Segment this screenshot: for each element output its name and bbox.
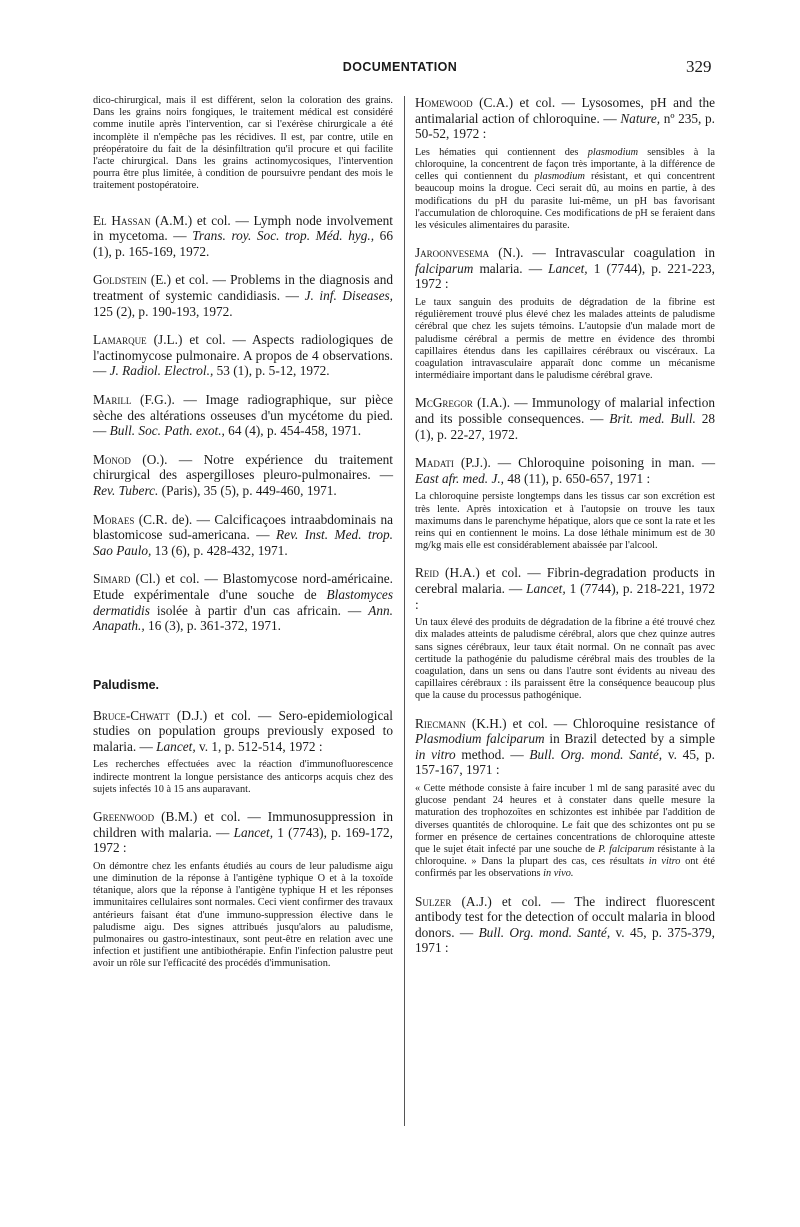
running-header: DOCUMENTATION [342, 60, 458, 74]
ref-title: (D.J.) et col. — Sero-epidemiological studies on population groups previously exposed to malaria. — [93, 707, 393, 754]
ref-author: Bruce-Chwatt [93, 707, 170, 723]
ref-title: (K.H.) et col. — Chloroquine resistance of [465, 715, 715, 731]
ref-journal: Lancet, [233, 824, 274, 840]
reference-lamarque [93, 332, 393, 379]
ref-author: Homewood [415, 95, 473, 110]
ref-title: (C.A.) et col. — Lysosomes, pH and the antimalarial action of chloroquine. — [415, 95, 715, 126]
summary-part: ont été confirmés par les observations [415, 856, 715, 880]
ref-journal: Bull. Org. mond. Santé, [478, 924, 611, 940]
ref-author: Reid [415, 565, 439, 581]
section-heading-paludisme: Paludisme. [93, 677, 159, 692]
right-column [415, 95, 715, 956]
reference-reid [415, 565, 715, 702]
left-column [93, 95, 393, 971]
ref-citation: 1 (7743), p. 169-172, 1972 : [93, 824, 393, 856]
ref-title: (Cl.) et col. — Blastomycose nord-américaine. Etude expérimentale d'une souche de [93, 571, 393, 602]
reference-sulzer [415, 894, 715, 956]
ref-journal: East afr. med. J., [415, 470, 505, 486]
ref-citation: 66 (1), p. 165-169, 1972. [93, 228, 393, 259]
reference-madati [415, 455, 715, 552]
ref-author: Simard [93, 571, 131, 587]
ref-journal: J. Radiol. Electrol., [109, 363, 214, 379]
ref-summary: On démontre chez les enfants étudiés au cours de leur paludisme aigu une diminution de la réponse à l'antigène typhique O et à la toxoïde tétanique, alors que la réponse à l'antigène typhique H et les réponses immunitaires cellulaires sont normales. Ceci vient confirmer des travaux antérieurs faisant état d'une immuno-suppression élective dans le paludisme aigu. Des signes attribués jusqu'alors au paludisme, pulmonaires ou gastro-intestinaux, sont peut-être en relation avec une infection et justifient une antibiothérapie. Enfin l'infection palustre peut avoir un rôle sur l'efficacité des procédés d'immunisation. [93, 860, 393, 970]
ref-summary: Le taux sanguin des produits de dégradation de la fibrine est régulièrement trouvé plus élevé chez les malades atteints de paludisme cérébral que chez les sujets témoins. L'autopsie d'un malade mort de paludisme cérébral a permis de mettre en évidence des thrombi capillaires étendus dans les capillaires cérébraux ou viscéraux. La coagulation intravasculaire apparaît donc comme un mécanisme intermédiaire important dans le paludisme cérébral grave. [415, 296, 715, 382]
ref-title: (H.A.) et col. — Fibrin-degradation products in cerebral malaria. — [415, 565, 715, 596]
ref-title: (E.) et col. — Problems in the diagnosis and treatment of systemic candidiasis. — [93, 272, 393, 303]
summary-italic: in vivo. [543, 868, 574, 880]
ref-author: Riecmann [415, 715, 466, 731]
column-divider [404, 96, 405, 1126]
summary-part: résistant, et qui concentrent beaucoup moins la drogue. Ceci serait dû, au moins en partie, à des modifications du pH du parasite lui-même, un pH bas favorisant l'accumulation de chloroquine. Ces modifications de pH se feraient dans les vésicules alimentaires du parasite. [415, 171, 715, 231]
ref-title: (C.R. de). — Calcificaçoes intraabdominais na blastomicose sud-americana. — [93, 511, 393, 543]
ref-citation: v. 45, p. 375-379, 1971 : [415, 924, 715, 956]
reference-goldstein [93, 272, 393, 319]
ref-author: Monod [93, 451, 131, 467]
summary-italic: in vitro [648, 856, 681, 868]
summary-italic: P. falciparum [598, 843, 655, 855]
ref-species: Plasmodium falciparum [415, 731, 545, 747]
ref-title: (N.). — Intravascular coagulation in [489, 245, 715, 261]
ref-summary: Les recherches effectuées avec la réaction d'immunofluorescence indirecte montrent la longue persistance des anticorps acquis chez des sujets infectés 10 à 15 ans auparavant. [93, 759, 393, 795]
ref-species: falciparum [415, 260, 474, 276]
reference-riecmann [415, 716, 715, 881]
ref-author: Jaroonvesema [415, 245, 490, 261]
ref-text [93, 809, 393, 856]
ref-citation: 1 (7744), p. 221-223, 1972 : [415, 260, 715, 292]
ref-citation: (Paris), 35 (5), p. 449-460, 1971. [158, 482, 337, 498]
ref-title-cont: isolée à partir d'un cas africain. — [149, 602, 369, 618]
ref-text [415, 455, 715, 486]
ref-citation: 1 (7744), p. 218-221, 1972 : [415, 580, 715, 612]
ref-summary: Un taux élevé des produits de dégradation de la fibrine a été trouvé chez dix malades atteints de paludisme cérébral, alors que chez quinze autres sans signes cérébraux, leur taux était normal. On ne connaît pas avec certitude la pathogénie du paludisme cérébral mais des troubles de la coagulation, dans un sens ou dans l'autre sont évidents au niveau des capillaires cérébraux : ils paraissent être la conséquence beaucoup plus que la cause du processus pathogénique. [415, 617, 715, 702]
ref-author: Marill [93, 391, 132, 407]
summary-part: sensibles à la chloroquine, la concentrent de façon très importante, à la différence de celles qui contiennent du [415, 146, 715, 183]
ref-citation: 64 (4), p. 454-458, 1971. [224, 423, 362, 439]
ref-title-cont: method. — [455, 746, 530, 762]
ref-journal: Rev. Inst. Med. trop. Sao Paulo, [93, 527, 393, 558]
ref-summary: La chloroquine persiste longtemps dans les tissus car son excrétion est très lente. Après intoxication et à l'autopsie on trouve les taux maximums dans le parenchyme hépatique, alors que ce sont la rate et les reins qui en contiennent le moins. La dose léthale minimum est de 30 mg/kg mais elle est considérablement abaissée par l'alcool. [415, 491, 715, 552]
ref-journal: Brit. med. Bull. [609, 411, 696, 426]
ref-citation: 125 (2), p. 190-193, 1972. [93, 303, 233, 319]
ref-author: Madati [415, 455, 454, 471]
ref-journal: Nature, [620, 110, 661, 126]
ref-author: Moraes [93, 511, 135, 527]
ref-summary [415, 783, 715, 881]
ref-italic-term: in vitro [415, 746, 456, 762]
reference-el-hassan [93, 213, 393, 260]
ref-author: McGregor [415, 395, 473, 411]
ref-journal: Rev. Tuberc. [93, 482, 159, 498]
reference-marill [93, 392, 393, 439]
ref-author: Sulzer [415, 893, 452, 909]
ref-title: (O.). — Notre expérience du traitement chirurgical des aspergilloses pleuro-pulmonaires. — [93, 451, 393, 483]
ref-title: (P.J.). — Chloroquine poisoning in man. — [453, 455, 715, 471]
summary-italic: plasmodium [587, 146, 639, 158]
summary-part: « Cette méthode consiste à faire incuber 1 ml de sang parasité avec du glucose pendant 24 heures et à constater dans quelle mesure la maturation des trophozoïtes en schizontes est inhibée par l'addition de diverses quantités de chloroquine. Le fait que des schizontes ont pu se former en présence de certaines concentrations de chloroquine atteste que le sujet était infecté par une souche de [415, 782, 715, 855]
reference-monod [93, 452, 393, 499]
ref-text [415, 565, 715, 612]
ref-citation: v. 45, p. 157-167, 1971 : [415, 746, 715, 778]
summary-part: Les hématies qui contiennent des [415, 146, 588, 158]
ref-citation: nº 235, p. 50-52, 1972 : [415, 110, 715, 142]
ref-journal: Bull. Org. mond. Santé, [529, 746, 663, 762]
ref-title-cont: malaria. — [473, 260, 549, 276]
ref-text [415, 95, 715, 142]
ref-text [415, 716, 715, 778]
reference-simard [93, 571, 393, 633]
reference-jaroonvesema [415, 245, 715, 382]
reference-bruce-chwatt [93, 708, 393, 796]
reference-mcgregor [415, 395, 715, 442]
ref-citation: 16 (3), p. 361-372, 1971. [144, 618, 281, 634]
ref-citation: 48 (11), p. 650-657, 1971 : [504, 470, 651, 486]
ref-author: Lamarque [93, 332, 147, 348]
ref-citation: 28 (1), p. 22-27, 1972. [415, 411, 715, 442]
ref-citation: v. 1, p. 512-514, 1972 : [195, 738, 323, 754]
ref-journal: Ann. Anapath., [93, 602, 393, 634]
ref-title: (J.L.) et col. — Aspects radiologiques de l'actinomycose pulmonaire. A propos de 4 observations. — [93, 332, 393, 379]
reference-greenwood [93, 809, 393, 971]
ref-journal: Bull. Soc. Path. exot., [109, 423, 225, 439]
reference-homewood [415, 95, 715, 232]
ref-text [93, 708, 393, 755]
ref-journal: Lancet, [156, 738, 196, 754]
ref-journal: Lancet, [548, 260, 588, 276]
page-number: 329 [686, 57, 712, 76]
ref-citation: 53 (1), p. 5-12, 1972. [213, 363, 330, 379]
ref-author: Goldstein [93, 272, 147, 288]
ref-journal: Lancet, [526, 580, 566, 596]
ref-journal: Trans. roy. Soc. trop. Méd. hyg., [192, 228, 375, 244]
ref-author: El Hassan [93, 212, 151, 228]
continued-summary: dico-chirurgical, mais il est différent, selon la coloration des grains. Dans les grains noirs fongiques, le traitement médical est considéré comme inutile après l'intervention, car si l'exérèse chirurgicale a été incomplète il n'empêche pas les récidives. Il est, par contre, utile en préopératoire du fait de la désinfiltration qu'il procure et qui facilite l'acte chirurgical. Dans les grains actinomycosiques, l'intervention pourra être plus limitée, à condition de poursuivre pendant des mois le traitement postopératoire. [93, 95, 393, 192]
ref-title: (F.G.). — Image radiographique, sur pièce sèche des altérations osseuses d'un mycétome du pied. — [93, 391, 393, 439]
ref-title: (I.A.). — Immunology of malarial infection and its possible consequences. — [415, 395, 715, 426]
summary-part: résistante à la chloroquine. » Dans la plupart des cas, ces résultats [415, 843, 715, 868]
reference-moraes [93, 512, 393, 559]
ref-summary [415, 147, 715, 232]
summary-italic: plasmodium [534, 171, 585, 183]
ref-title: (B.M.) et col. — Immunosuppression in children with malaria. — [93, 809, 393, 840]
ref-journal: J. inf. Diseases, [304, 288, 393, 303]
ref-citation: 13 (6), p. 428-432, 1971. [151, 542, 288, 558]
ref-title: (A.M.) et col. — Lymph node involvement in mycetoma. — [93, 212, 393, 244]
ref-species: Blastomyces dermatidis [93, 586, 393, 618]
ref-title-cont: in Brazil detected by a simple [544, 731, 715, 747]
ref-text [415, 245, 715, 292]
ref-author: Greenwood [93, 809, 155, 825]
ref-title: (A.J.) et col. — The indirect fluorescent antibody test for the detection of occult malaria in blood donors. — [415, 893, 715, 940]
